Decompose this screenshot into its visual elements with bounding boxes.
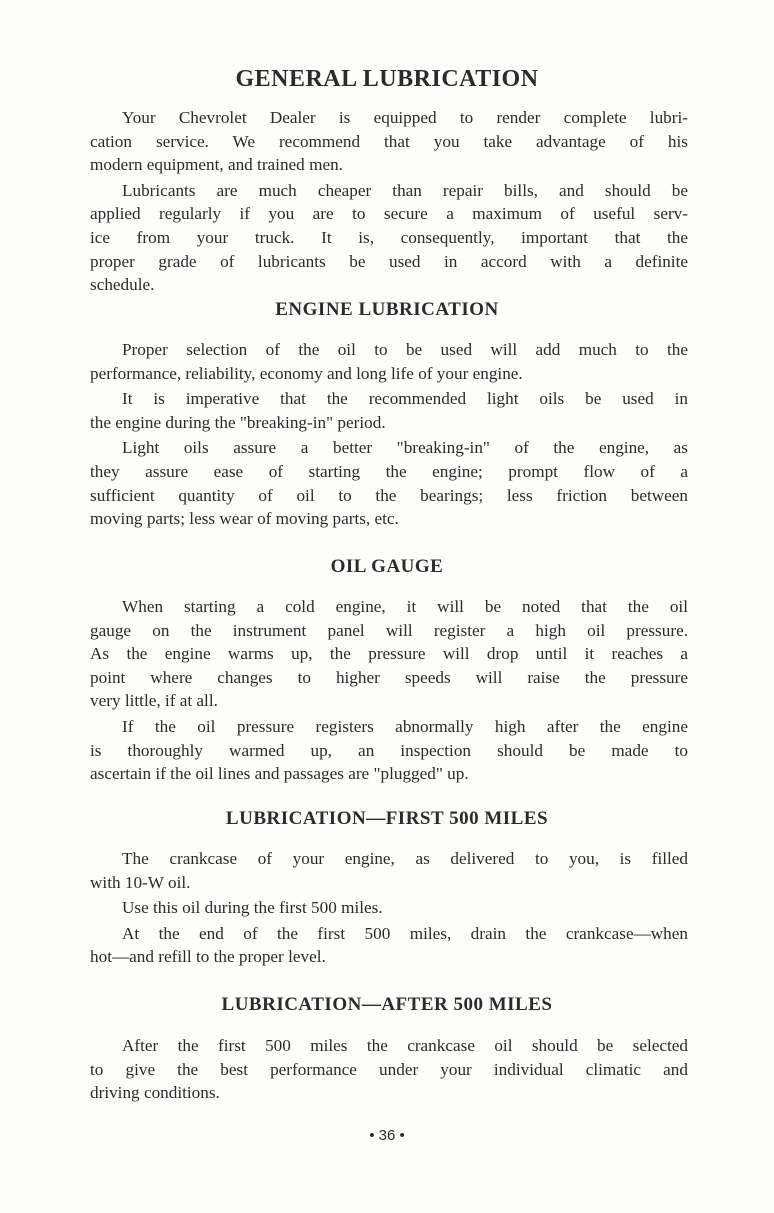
paragraph [90,179,688,297]
text-line: hot—and refill to the proper level. [90,947,326,967]
text-line: When starting a cold engine, it will be noted that the oil [122,597,688,616]
paragraph [90,387,688,434]
text-line: ascertain if the oil lines and passages are "plugged" up. [90,764,469,784]
paragraph [90,847,688,894]
text-line: Use this oil during the first 500 miles. [122,898,383,918]
text-line: Lubricants are much cheaper than repair bills, and should be [122,180,688,200]
section-body [90,1034,688,1107]
text-line: modern equipment, and trained men. [90,155,343,175]
text-line: point where changes to higher speeds will raise the pressure [90,667,688,687]
text-line: they assure ease of starting the engine; prompt flow of a [90,461,688,481]
text-line: to give the best performance under your individual climatic and [90,1059,688,1079]
text-line: cation service. We recommend that you take advantage of his [90,131,688,151]
page-number: • 36 • [369,1127,405,1144]
section-heading: OIL GAUGE [330,556,444,577]
text-line: If the oil pressure registers abnormally high after the engine [122,716,688,736]
text-line: performance, reliability, economy and long life of your engine. [90,363,523,383]
text-line: Proper selection of the oil to be used will add much to the [122,340,688,359]
section-heading: LUBRICATION—AFTER 500 MILES [221,994,553,1015]
text-line: gauge on the instrument panel will register a high oil pressure. [90,620,688,640]
text-line: applied regularly if you are to secure a maximum of useful serv- [90,204,688,224]
text-line: sufficient quantity of oil to the bearings; less friction between [90,485,688,505]
text-line: schedule. [90,275,155,295]
text-line: the engine during the "breaking-in" period. [90,412,386,432]
text-line: ice from your truck. It is, consequently, important that the [90,227,688,247]
text-line: driving conditions. [90,1083,220,1103]
paragraph [90,106,688,177]
text-line: After the first 500 miles the crankcase oil should be selected [122,1036,688,1055]
section-body [90,595,688,788]
paragraph [90,1034,688,1105]
paragraph [90,338,688,385]
text-line: As the engine warms up, the pressure will drop until it reaches a [90,644,688,664]
text-line: moving parts; less wear of moving parts, etc. [90,509,399,529]
text-line: with 10-W oil. [90,872,191,892]
section-body [90,338,688,533]
text-line: very little, if at all. [90,691,218,711]
section-heading: ENGINE LUBRICATION [275,299,499,320]
paragraph [90,595,688,713]
text-line: Your Chevrolet Dealer is equipped to render complete lubri- [122,108,688,127]
text-line: Light oils assure a better "breaking-in" of the engine, as [122,438,688,458]
section-heading: LUBRICATION—FIRST 500 MILES [225,808,549,829]
text-line: It is imperative that the recommended light oils be used in [122,389,688,409]
page-title: GENERAL LUBRICATION [235,66,539,92]
text-line: is thoroughly warmed up, an inspection should be made to [90,740,688,760]
paragraph [90,922,688,969]
section-body [90,847,688,971]
paragraph [90,896,688,920]
paragraph [90,436,688,530]
paragraph [90,715,688,786]
text-line: proper grade of lubricants be used in accord with a definite [90,251,688,271]
text-line: At the end of the first 500 miles, drain the crankcase—when [122,923,688,943]
intro-text [90,106,688,299]
text-line: The crankcase of your engine, as delivered to you, is filled [122,849,688,868]
